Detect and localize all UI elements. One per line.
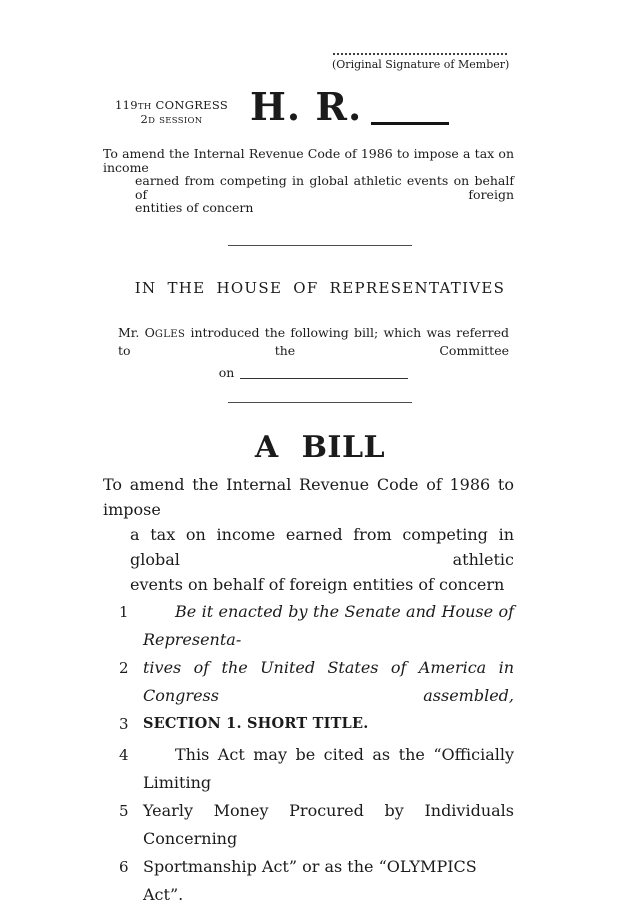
line-number: 6 — [119, 857, 129, 876]
sponsor-name-smallcaps: GLES — [154, 328, 186, 340]
divider-rule-line — [228, 245, 412, 246]
house-heading: IN THE HOUSE OF REPRESENTATIVES — [134, 278, 506, 297]
congress-line — [115, 99, 228, 113]
bill-line-row — [103, 710, 514, 738]
bill-title-line: events on behalf of foreign entities of concern — [130, 574, 505, 594]
congress-ordinal: TH — [137, 102, 152, 112]
divider-rule-line — [228, 402, 412, 403]
signature-block — [332, 48, 508, 72]
line-text: Yearly Money Procured by Individuals Concerning — [143, 800, 514, 848]
session-header-row — [103, 84, 514, 129]
line-text: tives of the United States of America in Congress assembled, — [143, 657, 514, 705]
divider-rule-bottom — [0, 402, 640, 403]
divider-rule-top — [0, 245, 640, 246]
committee-name-blank — [240, 369, 408, 379]
line-number: 1 — [119, 602, 129, 621]
line-text: Sportmanship Act” or as the “OLYMPICS Act”. — [143, 856, 477, 904]
bill-line-row — [103, 654, 514, 710]
session-ordinal: D — [148, 116, 156, 126]
line-text: Be it enacted by the Senate and House of Representa- — [143, 601, 514, 649]
bill-title-line: a tax on income earned from competing in global athletic — [130, 524, 514, 569]
bill-line-row — [103, 797, 514, 853]
sponsor-rest: introduced the following bill; which was referred to the Committee — [118, 324, 509, 358]
line-text: This Act may be cited as the “Officially Limiting — [143, 744, 514, 792]
congress-number: 119 — [115, 98, 138, 112]
bill-number-blank — [371, 115, 449, 125]
bill-line-row — [103, 741, 514, 797]
line-number: 3 — [119, 714, 129, 733]
bill-body — [103, 598, 514, 909]
session-word: SESSION — [159, 116, 203, 126]
sponsor-paragraph — [118, 325, 509, 381]
signature-dotted-line — [333, 48, 507, 55]
line-number: 4 — [119, 745, 129, 764]
line-text: SECTION 1. SHORT TITLE. — [143, 714, 369, 732]
line-number: 5 — [119, 801, 129, 820]
bill-heading: A BILL — [254, 429, 386, 465]
congress-session-block — [115, 99, 228, 127]
bill-title-line: To amend the Internal Revenue Code of 1986 to impose — [103, 474, 514, 519]
bill-type-label: H. R. — [250, 84, 363, 129]
congress-word: CONGRESS — [155, 98, 228, 112]
signature-caption: (Original Signature of Member) — [332, 58, 510, 71]
bill-line-row — [103, 853, 514, 909]
long-title-line: earned from competing in global athletic events on behalf of foreign — [135, 173, 514, 202]
bill-number-heading — [250, 84, 449, 129]
long-title-line: entities of concern — [135, 200, 254, 215]
committee-blank-line — [118, 365, 509, 381]
session-line — [115, 113, 228, 127]
session-number: 2 — [140, 112, 149, 126]
sponsor-prefix: Mr. O — [118, 324, 155, 340]
sponsor-line — [118, 325, 509, 359]
bill-title-paragraph — [103, 472, 514, 597]
on-label: on — [218, 364, 235, 380]
long-title-line: To amend the Internal Revenue Code of 1986 to impose a tax on income — [103, 146, 514, 175]
line-number: 2 — [119, 658, 129, 677]
bill-line-row — [103, 598, 514, 654]
long-title-paragraph — [103, 147, 514, 215]
